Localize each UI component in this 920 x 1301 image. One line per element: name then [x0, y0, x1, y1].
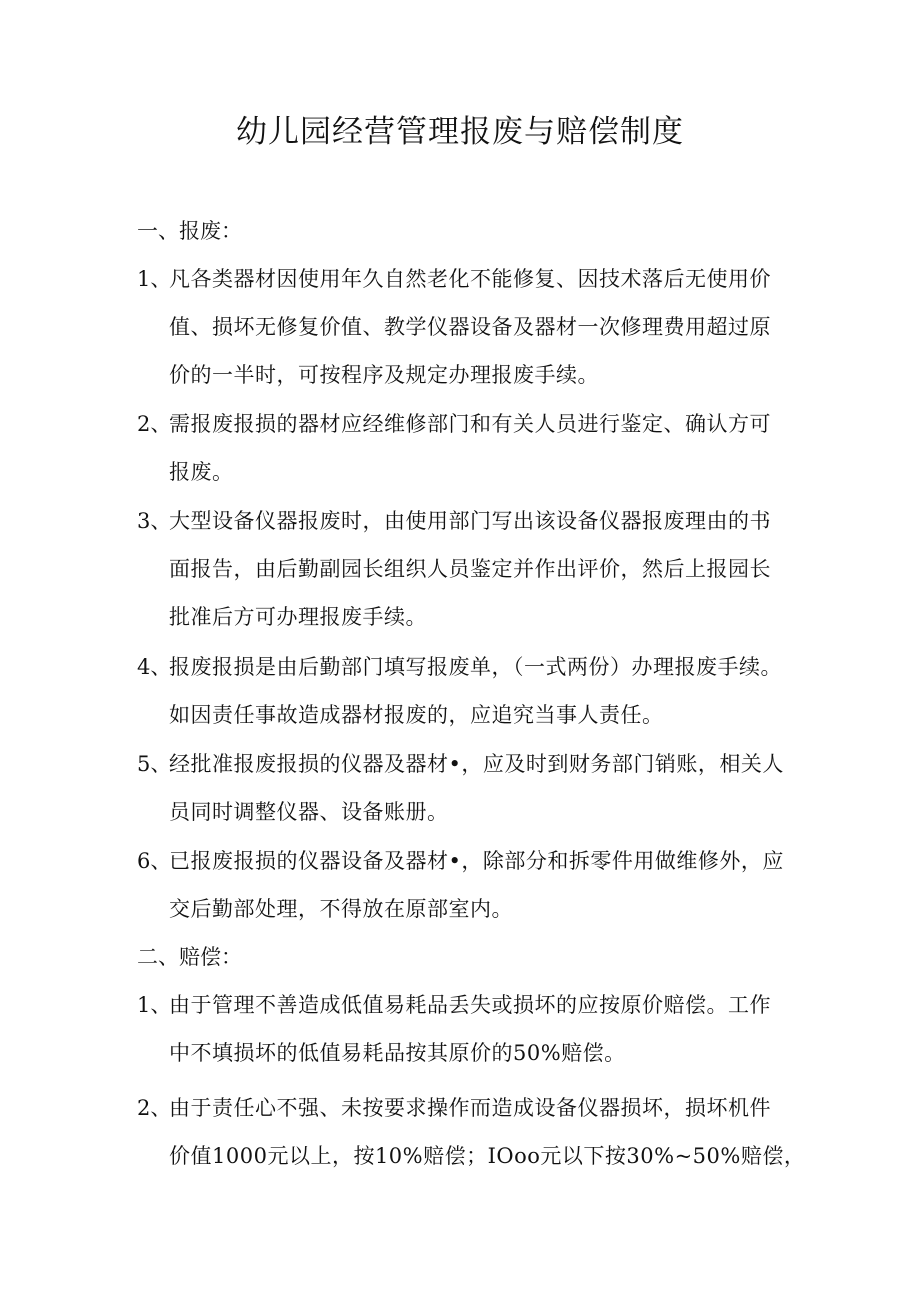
- item-number: 6、: [137, 849, 172, 873]
- item-number: 2、: [137, 412, 172, 436]
- section2-item-1: [137, 990, 807, 1086]
- item-number: 5、: [137, 752, 172, 776]
- item-text-line: 需报废报损的器材应经维修部门和有关人员进行鉴定、确认方可: [169, 412, 771, 436]
- item-text-line: 面报告，由后勤副园长组织人员鉴定并作出评价，然后上报园长: [169, 557, 771, 581]
- item-text-line: 由于管理不善造成低值易耗品丢失或损坏的应按原价赔偿。工作: [169, 993, 771, 1017]
- item-text-line: 大型设备仪器报废时，由使用部门写出该设备仪器报废理由的书: [169, 509, 771, 533]
- section1-item-1: [137, 264, 807, 408]
- item-text-line: 经批准报废报损的仪器及器材•，应及时到财务部门销账，相关人: [169, 752, 784, 776]
- section1-item-6: [137, 846, 807, 942]
- item-text-line: 如因责任事故造成器材报废的，应追究当事人责任。: [169, 703, 664, 727]
- item-text-line: 交后勤部处理，不得放在原部室内。: [169, 897, 513, 921]
- section1-item-5: [137, 749, 807, 845]
- item-text-line: 报废。: [169, 460, 234, 484]
- item-number: 4、: [137, 655, 172, 679]
- item-text-line: 由于责任心不强、未按要求操作而造成设备仪器损坏，损坏机件: [169, 1096, 771, 1120]
- item-text-line: 值、损坏无修复价值、教学仪器设备及器材一次修理费用超过原: [169, 315, 771, 339]
- section-heading-compensation: 二、赔偿：: [137, 945, 242, 969]
- section1-item-4: [137, 652, 807, 748]
- item-number: 3、: [137, 509, 172, 533]
- item-text-line: 中不填损坏的低值易耗品按其原价的50%赔偿。: [169, 1041, 626, 1065]
- section1-item-2: [137, 409, 807, 505]
- section-heading-scrap: 一、报废：: [137, 219, 242, 243]
- item-text-line: 价值1000元以上，按10%赔偿；IOoo元以下按30%~50%赔偿，: [169, 1144, 806, 1168]
- item-number: 1、: [137, 993, 172, 1017]
- item-text-line: 员同时调整仪器、设备账册。: [169, 800, 449, 824]
- item-text-line: 已报废报损的仪器设备及器材•，除部分和拆零件用做维修外，应: [169, 849, 784, 873]
- item-text-line: 报废报损是由后勤部门填写报废单，（一式两份）办理报废手续。: [169, 655, 782, 679]
- section1-item-3: [137, 506, 807, 650]
- item-number: 1、: [137, 267, 172, 291]
- item-text-line: 凡各类器材因使用年久自然老化不能修复、因技术落后无使用价: [169, 267, 771, 291]
- document-title: 幼儿园经营管理报废与赔偿制度: [236, 114, 684, 150]
- section2-item-2: [137, 1093, 807, 1189]
- item-number: 2、: [137, 1096, 172, 1120]
- item-text-line: 批准后方可办理报废手续。: [169, 605, 427, 629]
- item-text-line: 价的一半时，可按程序及规定办理报废手续。: [169, 363, 599, 387]
